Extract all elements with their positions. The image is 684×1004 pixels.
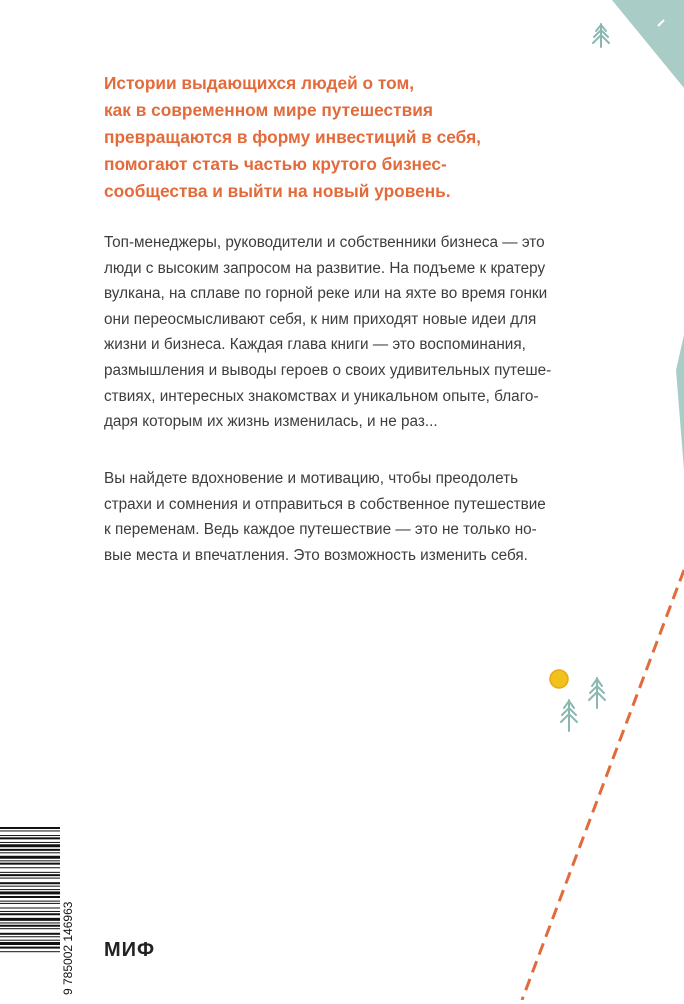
barcode-bar [0, 878, 60, 879]
body-line: ствиях, интересных знакомствах и уникальном опыте, благо- [104, 387, 539, 405]
barcode-bar [0, 903, 60, 904]
body-paragraph [104, 466, 574, 568]
barcode-bar [0, 860, 60, 861]
barcode-bar [0, 933, 60, 935]
barcode-bar [0, 911, 60, 912]
barcode-bar [0, 947, 60, 949]
barcode-bar [0, 901, 60, 902]
tree-icon [561, 700, 577, 731]
tree-icon [593, 24, 609, 47]
mountain-right-edge [676, 335, 684, 470]
barcode-bar [0, 908, 60, 909]
route-line [522, 570, 684, 1000]
barcode-bar [0, 886, 60, 887]
tree-icon [589, 678, 605, 708]
body-line: к переменам. Ведь каждое путешествие — это не только но- [104, 521, 537, 539]
barcode-graphic [0, 823, 76, 999]
barcode-bar [0, 913, 60, 915]
barcode-bar [0, 891, 60, 894]
barcode-bar [0, 922, 60, 923]
barcode-bar [0, 882, 60, 884]
mountain-shape [612, 0, 684, 88]
barcode-bar [0, 936, 60, 937]
barcode-bar [0, 889, 60, 890]
barcode-bar [0, 918, 60, 921]
barcode-bar [0, 844, 60, 847]
sun-icon [550, 670, 568, 688]
barcode-bar [0, 940, 60, 941]
publisher-logo: МИФ [104, 939, 156, 961]
body-line: жизни и бизнеса. Каждая глава книги — это воспоминания, [104, 336, 526, 354]
barcode-bar [0, 827, 60, 829]
barcode-bar [0, 872, 60, 873]
body-line: даря которым их жизнь изменилась, и не раз... [104, 413, 438, 431]
barcode-bar [0, 942, 60, 945]
barcode-bar [0, 837, 60, 839]
barcode-bar [0, 835, 60, 836]
body-paragraph [104, 230, 574, 435]
body-line: страхи и сомнения и отправиться в собственное путешествие [104, 495, 546, 513]
barcode-bar [0, 896, 60, 898]
body-line: вулкана, на сплаве по горной реке или на яхте во время гонки [104, 285, 548, 303]
body-line: Топ-менеджеры, руководители и собственники бизнеса — это [104, 234, 545, 251]
lead-line: как в современном мире путешествия [104, 100, 433, 120]
barcode-bar [0, 951, 60, 952]
barcode-bar [0, 842, 60, 843]
lead-line: помогают стать частью крутого бизнес- [104, 154, 447, 174]
barcode-bar [0, 874, 60, 876]
body-line: люди с высоким запросом на развитие. На подъеме к кратеру [104, 259, 546, 277]
lead-line: сообщества и выйти на новый уровень. [104, 181, 451, 201]
barcode-bar [0, 856, 60, 859]
body-line: Вы найдете вдохновение и мотивацию, чтобы преодолеть [104, 470, 519, 487]
body-line: вые места и впечатления. Это возможность изменить себя. [104, 546, 528, 564]
lead-line: превращаются в форму инвестиций в себя, [104, 127, 481, 147]
barcode-bar [0, 928, 60, 929]
lead-text [104, 70, 564, 205]
barcode-bar [0, 830, 60, 831]
body-line: они переосмысливают себя, к ним приходят новые идеи для [104, 310, 537, 328]
barcode-bar [0, 867, 60, 868]
barcode-bar [0, 925, 60, 927]
barcode-bar [0, 849, 60, 851]
lead-line: Истории выдающихся людей о том, [104, 73, 415, 93]
barcode-bar [0, 852, 60, 853]
body-line: размышления и выводы героев о своих удивительных путеше- [104, 361, 552, 379]
barcode-bar [0, 863, 60, 865]
barcode [0, 823, 76, 999]
barcode-digits: 9 785002 146963 [61, 901, 75, 995]
